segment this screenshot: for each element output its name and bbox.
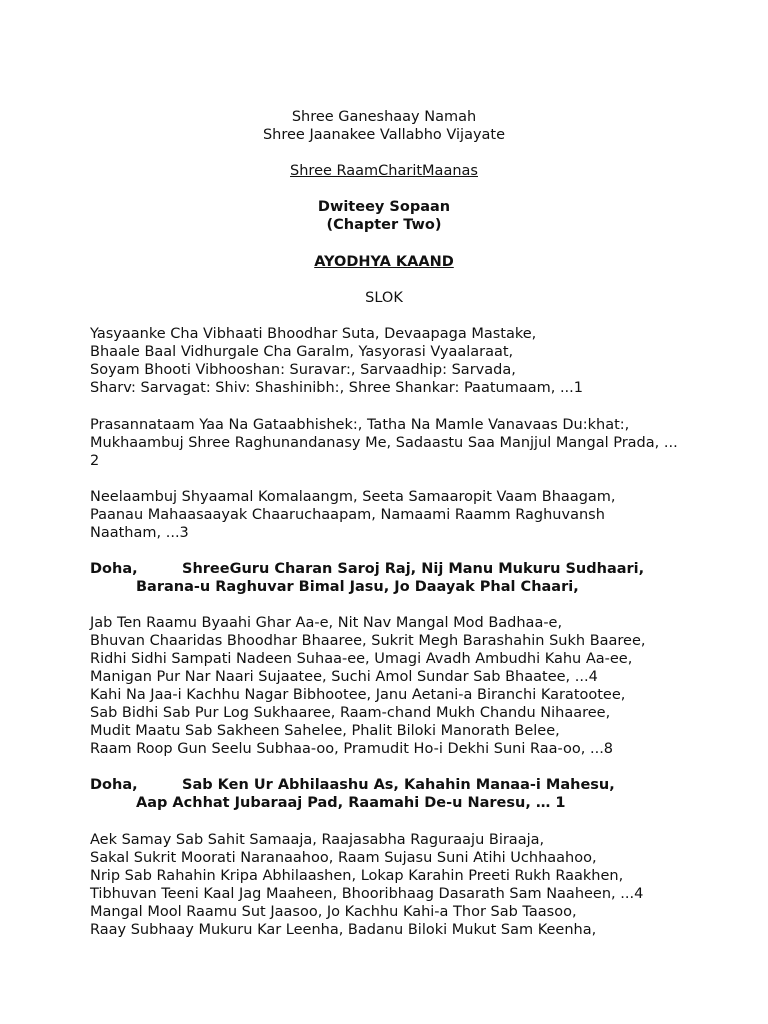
verse-line: Yasyaanke Cha Vibhaati Bhoodhar Suta, Devaapaga Mastake, — [90, 326, 537, 342]
kaand-title — [0, 253, 768, 271]
slok-verse-1 — [90, 325, 730, 397]
part-title: Dwiteey Sopaan — [317, 199, 451, 215]
verse-line: Kahi Na Jaa-i Kachhu Nagar Bibhootee, Janu Aetani-a Biranchi Karatootee, — [90, 687, 626, 703]
verse-line: Prasannataam Yaa Na Gataabhishek:, Tatha Na Mamle Vanavaas Du:khat:, — [90, 417, 630, 433]
doha-line: Aap Achhat Jubaraaj Pad, Raamahi De-u Naresu, … 1 — [136, 795, 566, 811]
book-title — [0, 162, 768, 180]
doha-2 — [90, 776, 750, 812]
slok-verse-3 — [90, 488, 730, 542]
verse-line: Naatham, ...3 — [90, 525, 189, 541]
doha-line: ShreeGuru Charan Saroj Raj, Nij Manu Mukuru Sudhaari, — [182, 561, 645, 577]
verse-line: Paanau Mahaasaayak Chaaruchaapam, Namaami Raamm Raghuvansh — [90, 507, 605, 523]
verse-line: Nrip Sab Rahahin Kripa Abhilaashen, Lokap Karahin Preeti Rukh Raakhen, — [90, 868, 624, 884]
book-title-text: Shree RaamCharitMaanas — [290, 163, 478, 179]
verse-line: Soyam Bhooti Vibhooshan: Suravar:, Sarvaadhip: Sarvada, — [90, 362, 516, 378]
verse-line: Ridhi Sidhi Sampati Nadeen Suhaa-ee, Umagi Avadh Ambudhi Kahu Aa-ee, — [90, 651, 633, 667]
doha-line: Barana-u Raghuvar Bimal Jasu, Jo Daayak Phal Chaari, — [136, 579, 579, 595]
doha-1 — [90, 560, 750, 596]
verse-line: Tibhuvan Teeni Kaal Jag Maaheen, Bhooribhaag Dasarath Sam Naaheen, ...4 — [90, 886, 644, 902]
invocation-line-2: Shree Jaanakee Vallabho Vijayate — [262, 127, 506, 143]
verse-line: Mukhaambuj Shree Raghunandanasy Me, Sadaastu Saa Manjjul Mangal Prada, ... — [90, 435, 678, 451]
chaupai-block-2 — [90, 831, 730, 939]
verse-line: Aek Samay Sab Sahit Samaaja, Raajasabha Raguraaju Biraaja, — [90, 832, 545, 848]
kaand-title-text: AYODHYA KAAND — [314, 254, 454, 270]
verse-line: Jab Ten Raamu Byaahi Ghar Aa-e, Nit Nav Mangal Mod Badhaa-e, — [90, 615, 563, 631]
verse-line: Raay Subhaay Mukuru Kar Leenha, Badanu Biloki Mukut Sam Keenha, — [90, 922, 597, 938]
chaupai-block-1 — [90, 614, 730, 758]
verse-line: Neelaambuj Shyaamal Komalaangm, Seeta Samaaropit Vaam Bhaagam, — [90, 489, 616, 505]
slok-verse-2 — [90, 416, 730, 470]
verse-line: Manigan Pur Nar Naari Sujaatee, Suchi Amol Sundar Sab Bhaatee, ...4 — [90, 669, 598, 685]
slok-heading: SLOK — [365, 290, 403, 306]
verse-line: Sab Bidhi Sab Pur Log Sukhaaree, Raam-chand Mukh Chandu Nihaaree, — [90, 705, 611, 721]
verse-line: 2 — [90, 453, 100, 469]
doha-label: Doha, — [90, 561, 138, 577]
part-subtitle: (Chapter Two) — [326, 217, 442, 233]
verse-line: Bhaale Baal Vidhurgale Cha Garalm, Yasyorasi Vyaalaraat, — [90, 344, 514, 360]
verse-line: Mudit Maatu Sab Sakheen Sahelee, Phalit Biloki Manorath Belee, — [90, 723, 560, 739]
verse-line: Sharv: Sarvagat: Shiv: Shashinibh:, Shree Shankar: Paatumaam, ...1 — [90, 380, 583, 396]
verse-line: Raam Roop Gun Seelu Subhaa-oo, Pramudit Ho-i Dekhi Suni Raa-oo, ...8 — [90, 741, 614, 757]
doha-label: Doha, — [90, 777, 138, 793]
verse-line: Mangal Mool Raamu Sut Jaasoo, Jo Kachhu Kahi-a Thor Sab Taasoo, — [90, 904, 577, 920]
verse-line: Sakal Sukrit Moorati Naranaahoo, Raam Sujasu Suni Atihi Uchhaahoo, — [90, 850, 597, 866]
invocation-line-1: Shree Ganeshaay Namah — [291, 109, 477, 125]
verse-line: Bhuvan Chaaridas Bhoodhar Bhaaree, Sukrit Megh Barashahin Sukh Baaree, — [90, 633, 646, 649]
doha-line: Sab Ken Ur Abhilaashu As, Kahahin Manaa-i Mahesu, — [182, 777, 615, 793]
